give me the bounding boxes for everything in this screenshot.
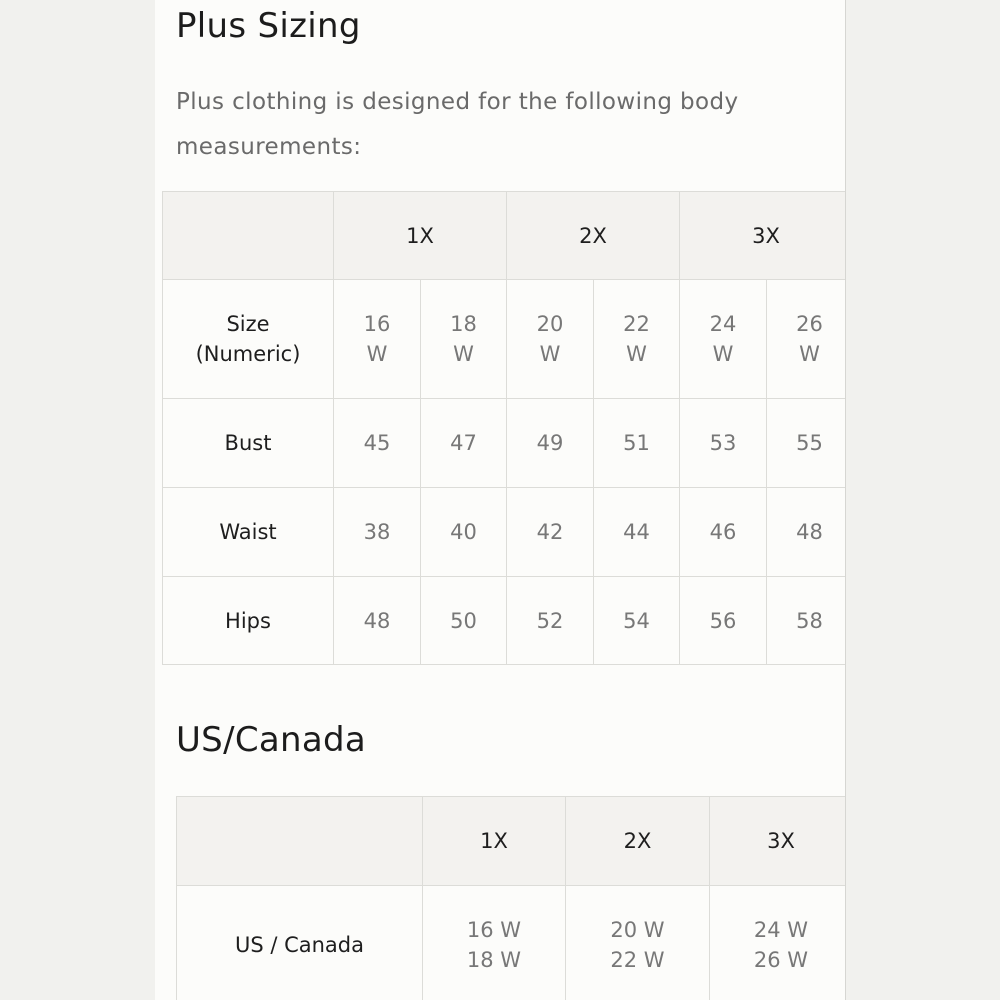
cell-text: 18 <box>450 312 477 336</box>
value-cell <box>680 399 767 488</box>
table-row <box>163 577 847 665</box>
value-cell <box>710 886 847 1000</box>
value-cell <box>421 577 507 665</box>
us-canada-heading: US/Canada <box>176 720 366 760</box>
cell-text: 42 <box>536 520 564 544</box>
cell-text: 50 <box>450 608 477 633</box>
table-row <box>163 399 847 488</box>
cell-text: 48 <box>363 608 391 633</box>
cell-text: 52 <box>536 608 564 633</box>
header-group-3x: 3X <box>710 797 847 886</box>
cell-text: Bust <box>224 431 272 455</box>
cell-text: US / Canada <box>234 933 365 957</box>
cell-text: 44 <box>623 520 650 544</box>
table-row <box>163 280 847 399</box>
value-cell <box>767 488 847 577</box>
cell-text: 38 <box>363 520 391 544</box>
header-group-1x: 1X <box>423 797 566 886</box>
cell-text: Size <box>226 312 270 336</box>
value-cell <box>334 577 421 665</box>
cell-text: W <box>799 342 820 366</box>
table-row <box>163 488 847 577</box>
cell-text: (Numeric) <box>195 342 301 366</box>
cell-text: 16 W <box>466 918 522 942</box>
table-row <box>177 886 847 1000</box>
cell-text: 26 <box>796 312 823 336</box>
cell-text: 54 <box>623 608 650 633</box>
value-cell <box>767 399 847 488</box>
cell-text: W <box>366 342 388 366</box>
value-cell <box>423 886 566 1000</box>
cell-text: 47 <box>450 431 477 455</box>
cell-text: Hips <box>225 608 271 633</box>
cell-text: 40 <box>450 520 477 544</box>
cell-text: W <box>712 342 734 366</box>
value-cell <box>507 399 594 488</box>
plus-sizing-heading: Plus Sizing <box>176 6 361 46</box>
value-cell <box>334 280 421 399</box>
value-cell <box>680 280 767 399</box>
cell-text: 53 <box>709 431 737 455</box>
cell-text: 49 <box>536 431 564 455</box>
value-cell <box>421 280 507 399</box>
row-label <box>177 886 423 1000</box>
row-label <box>163 577 334 665</box>
cell-text: 26 W <box>753 948 809 972</box>
cell-text: 45 <box>363 431 391 455</box>
size-guide-panel <box>155 0 846 1000</box>
value-cell <box>594 488 680 577</box>
value-cell <box>680 577 767 665</box>
value-cell <box>334 399 421 488</box>
value-cell <box>767 577 847 665</box>
cell-text: Waist <box>219 520 277 544</box>
cell-text: W <box>453 342 474 366</box>
cell-text: 46 <box>709 520 737 544</box>
row-label <box>163 488 334 577</box>
cell-text: W <box>626 342 647 366</box>
value-cell <box>507 280 594 399</box>
value-cell <box>767 280 847 399</box>
header-group-2x: 2X <box>566 797 710 886</box>
cell-text: 58 <box>796 608 823 633</box>
value-cell <box>507 488 594 577</box>
header-group-2x: 2X <box>507 192 680 280</box>
table-header-row <box>163 192 847 280</box>
value-cell <box>680 488 767 577</box>
cell-text: 48 <box>796 520 823 544</box>
cell-text: 20 <box>536 312 564 336</box>
value-cell <box>507 577 594 665</box>
header-corner-cell <box>163 192 334 280</box>
cell-text: 56 <box>709 608 737 633</box>
header-group-3x: 3X <box>680 192 847 280</box>
cell-text: 22 <box>623 312 650 336</box>
cell-text: 16 <box>363 312 391 336</box>
header-group-1x: 1X <box>334 192 507 280</box>
value-cell <box>566 886 710 1000</box>
value-cell <box>594 399 680 488</box>
cell-text: 18 W <box>466 948 522 972</box>
value-cell <box>334 488 421 577</box>
cell-text: 24 <box>709 312 737 336</box>
table-header-row <box>177 797 847 886</box>
cell-text: 51 <box>623 431 650 455</box>
us-canada-table <box>176 796 846 1000</box>
value-cell <box>594 280 680 399</box>
plus-sizing-intro: Plus clothing is designed for the following body measurements: <box>176 89 739 160</box>
plus-sizing-table <box>162 191 846 665</box>
cell-text: 20 W <box>610 918 665 942</box>
value-cell <box>421 399 507 488</box>
cell-text: 22 W <box>610 948 665 972</box>
value-cell <box>421 488 507 577</box>
header-corner-cell <box>177 797 423 886</box>
cell-text: 55 <box>796 431 823 455</box>
cell-text: 24 W <box>753 918 809 942</box>
value-cell <box>594 577 680 665</box>
row-label <box>163 280 334 399</box>
row-label <box>163 399 334 488</box>
cell-text: W <box>539 342 561 366</box>
